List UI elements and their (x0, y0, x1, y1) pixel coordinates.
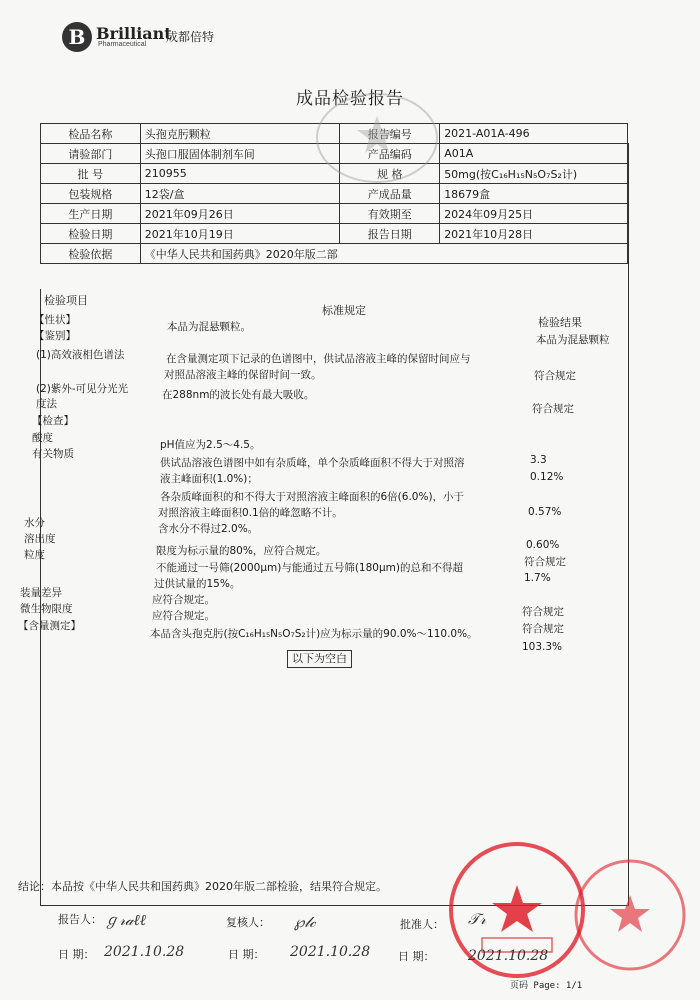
item-xingzhuang: 【性状】 (34, 314, 76, 326)
mfg-date-value: 2021年09月26日 (140, 204, 340, 224)
result-12: 103.3% (522, 641, 563, 653)
brand-logo-cn: 成都倍特 (166, 30, 215, 44)
report-date-label: 报告日期 (340, 224, 440, 244)
report-no-value: 2021-A01A-496 (440, 124, 628, 144)
product-name-value: 头孢克肟颗粒 (140, 124, 340, 144)
expiry-label: 有效期至 (340, 204, 440, 224)
product-name-label: 检品名称 (41, 124, 141, 144)
item-assay: 【含量测定】 (18, 620, 81, 632)
qa-seal-stamp (570, 855, 690, 975)
item-jianbie: 【鉴别】 (34, 330, 76, 342)
report-title: 成品检验报告 (296, 89, 404, 109)
reviewer-label: 复核人： (226, 916, 270, 929)
pack-value: 12袋/盒 (140, 184, 340, 204)
item-acidity: 酸度 (32, 432, 53, 444)
spec-label: 规 格 (340, 164, 440, 184)
report-date-value: 2021年10月28日 (440, 224, 628, 244)
spec-value: 50mg(按C₁₆H₁₅N₅O₇S₂计) (440, 164, 628, 184)
page-number: 页码 Page: 1/1 (510, 981, 583, 991)
item-related: 有关物质 (32, 448, 74, 460)
standard-3: 在288nm的波长处有最大吸收。 (162, 389, 315, 401)
approver-date-label: 日 期： (398, 950, 435, 963)
item-granularity: 粒度 (24, 549, 45, 561)
batch-label: 批 号 (41, 164, 141, 184)
result-7: 0.60% (526, 539, 560, 551)
reviewer-signature: ℘𝓁𝒸 (294, 913, 316, 931)
test-date-value: 2021年10月19日 (140, 224, 340, 244)
dept-value: 头孢口服固体制剂车间 (140, 144, 340, 164)
standard-8b: 过供试量的15%。 (154, 578, 241, 590)
item-dissolution: 溶出度 (24, 533, 56, 545)
table-row (41, 204, 628, 224)
item-weight: 装量差异 (20, 587, 62, 599)
result-2: 符合规定 (534, 370, 576, 382)
item-column-header: 检验项目 (44, 294, 88, 307)
item-uv-2: 度法 (36, 398, 57, 410)
approver-label: 批准人： (400, 918, 444, 931)
product-code-label: 产品编码 (340, 144, 440, 164)
test-date-label: 检验日期 (41, 224, 141, 244)
reporter-label: 报告人： (58, 913, 102, 926)
item-hplc: (1)高效液相色谱法 (36, 349, 125, 361)
standard-9: 应符合规定。 (152, 594, 215, 606)
end-of-record-box: 以下为空白 (287, 650, 352, 668)
standard-2a: 在含量测定项下记录的色谱图中，供试品溶液主峰的保留时间应与 (166, 353, 471, 365)
standard-10: 应符合规定。 (152, 610, 215, 622)
standard-5b: 液主峰面积(1.0%)； (160, 473, 258, 485)
standard-5d: 对照溶液主峰面积0.1倍的峰忽略不计。 (158, 507, 343, 519)
brand-logo-subtitle: Pharmaceutical (98, 41, 147, 48)
result-4: 3.3 (530, 454, 547, 466)
item-jiancha: 【检查】 (32, 415, 74, 427)
brand-logo-word: Brilliant (96, 24, 172, 43)
approver-date: 2021.10.28 (468, 948, 549, 964)
result-3: 符合规定 (532, 403, 574, 415)
result-5: 0.12% (530, 471, 564, 483)
result-10: 符合规定 (522, 606, 564, 618)
approver-signature: 𝒯𝓇 (468, 910, 486, 928)
reporter-signature: ℊ𝓇𝒶ℓℓ (104, 911, 146, 929)
standard-4: pH值应为2.5～4.5。 (160, 439, 261, 451)
frame-right-line (628, 143, 629, 905)
faint-seal-stamp (312, 88, 442, 188)
standard-11: 本品含头孢克肟(按C₁₆H₁₅N₅O₇S₂计)应为标示量的90.0%～110.0%。 (150, 628, 478, 640)
result-11: 符合规定 (522, 623, 564, 635)
mfg-date-label: 生产日期 (41, 204, 141, 224)
product-code-value: A01A (440, 144, 628, 164)
reporter-date: 2021.10.28 (104, 944, 185, 960)
standard-2b: 对照品溶液主峰的保留时间一致。 (164, 369, 322, 381)
result-column-header: 检验结果 (538, 316, 582, 329)
qty-value: 18679盒 (440, 184, 628, 204)
basis-value: 《中华人民共和国药典》2020年版二部 (140, 244, 627, 264)
qty-label: 产成品量 (340, 184, 440, 204)
reviewer-date: 2021.10.28 (290, 944, 371, 960)
conclusion-text: 结论：本品按《中华人民共和国药典》2020年版二部检验，结果符合规定。 (18, 880, 387, 893)
expiry-value: 2024年09月25日 (440, 204, 628, 224)
batch-value: 210955 (140, 164, 340, 184)
report-no-label: 报告编号 (340, 124, 440, 144)
result-6: 0.57% (528, 506, 562, 518)
standard-5a: 供试品溶液色谱图中如有杂质峰，单个杂质峰面积不得大于对照溶 (160, 457, 465, 469)
result-1: 本品为混悬颗粒 (536, 334, 610, 346)
reviewer-date-label: 日 期： (228, 948, 265, 961)
dept-label: 请验部门 (41, 144, 141, 164)
result-8: 符合规定 (524, 556, 566, 568)
standard-8a: 不能通过一号筛(2000μm)与能通过五号筛(180μm)的总和不得超 (156, 562, 463, 574)
brand-logo-mark: B (62, 22, 92, 52)
reporter-date-label: 日 期： (58, 948, 95, 961)
pack-label: 包装规格 (41, 184, 141, 204)
table-row (41, 244, 628, 264)
standard-1: 本品为混悬颗粒。 (167, 321, 251, 333)
standard-5c: 各杂质峰面积的和不得大于对照溶液主峰面积的6倍(6.0%)，小于 (160, 491, 465, 503)
item-water: 水分 (24, 517, 45, 529)
result-9: 1.7% (524, 572, 551, 584)
item-micro: 微生物限度 (20, 603, 73, 615)
standard-6: 含水分不得过2.0%。 (158, 523, 259, 535)
item-uv-1: (2)紫外-可见分光光 (36, 383, 129, 395)
standard-column-header: 标准规定 (322, 304, 366, 317)
standard-7: 限度为标示量的80%，应符合规定。 (156, 545, 327, 557)
table-row (41, 224, 628, 244)
basis-label: 检验依据 (41, 244, 141, 264)
